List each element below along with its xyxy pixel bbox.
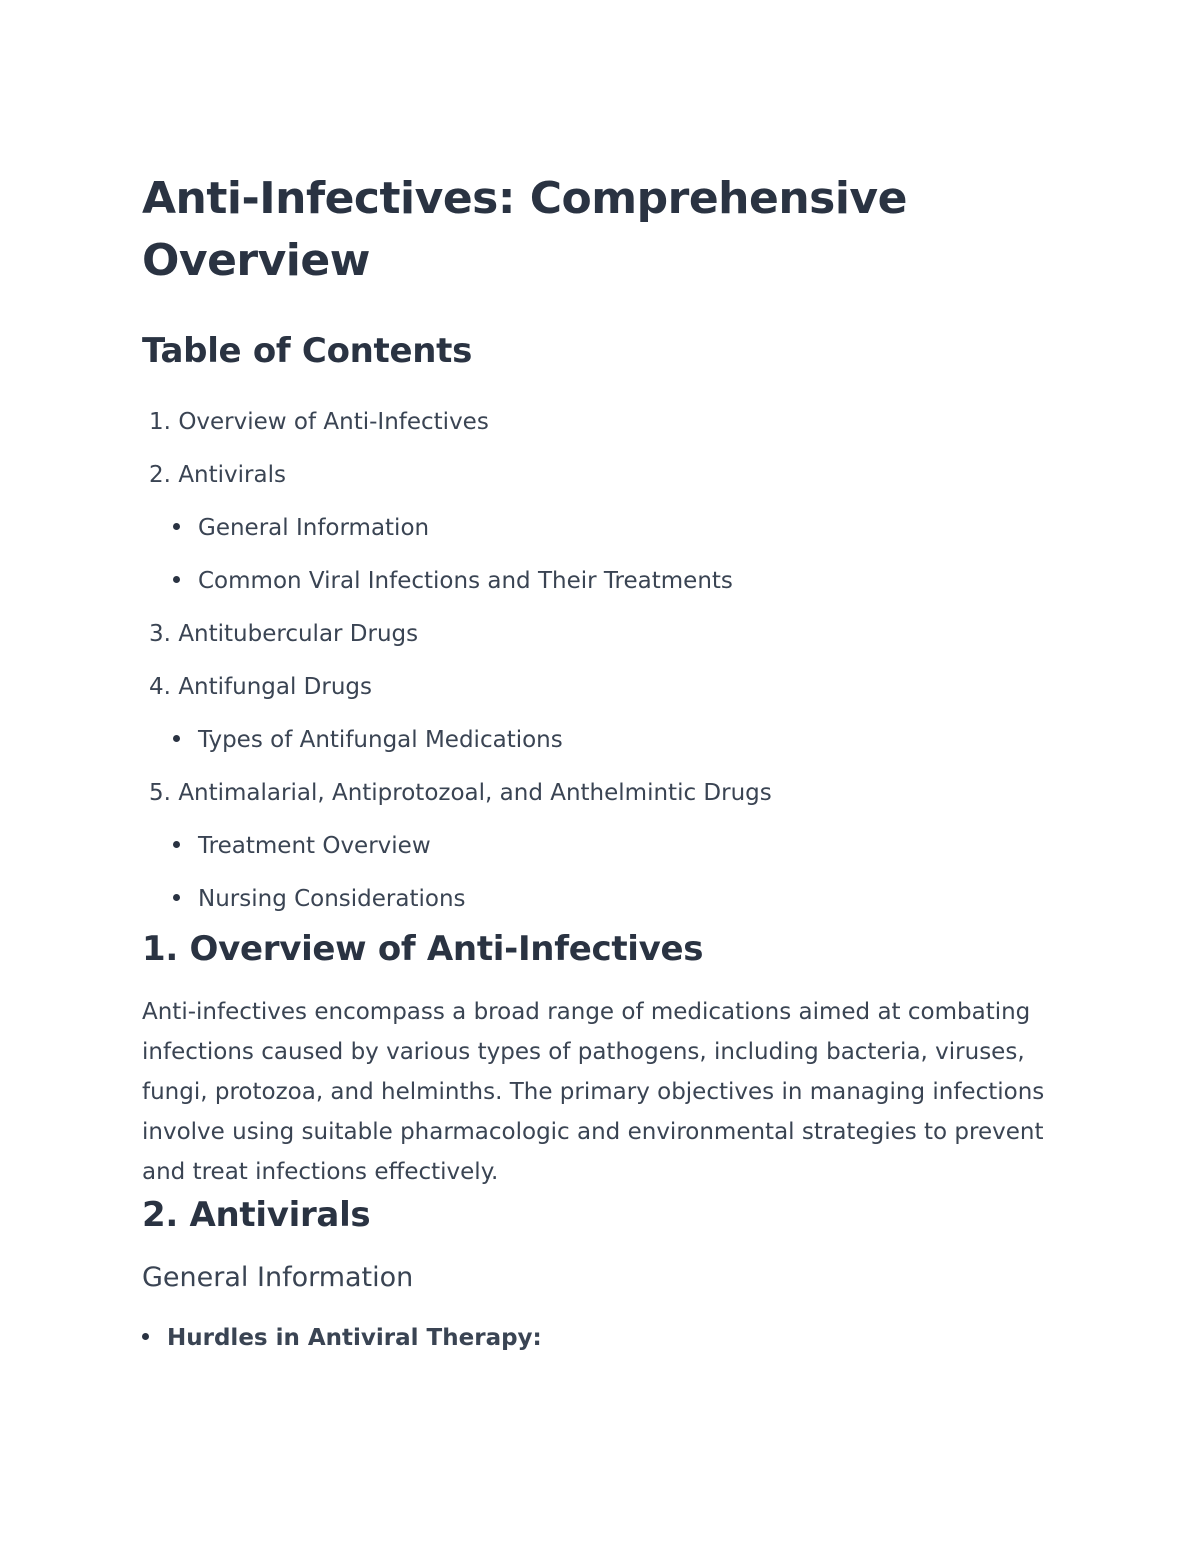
toc-item-5[interactable]: [142, 767, 1062, 820]
toc-item-3[interactable]: [142, 608, 1062, 661]
bullet-icon: [173, 894, 180, 901]
toc-label: Antivirals: [178, 462, 286, 488]
overview-paragraph: Anti-infectives encompass a broad range of medications aimed at combating infections caused by various types of pathogens, including bacteria, viruses, fungi, protozoa, and helminths. The primary objectives in managing infections involve using suitable pharmacologic and environmental strategies to prevent and treat infections effectively.: [142, 999, 1045, 1185]
section-heading-overview: 1. Overview of Anti-Infectives: [142, 929, 704, 969]
toc-item-2[interactable]: [142, 449, 1062, 502]
toc-subitem-general-information[interactable]: [142, 502, 1062, 555]
toc-item-1[interactable]: [142, 396, 1062, 449]
toc-label: Antifungal Drugs: [178, 674, 373, 700]
toc-sub-label: General Information: [198, 515, 430, 541]
bullet-icon: [173, 735, 180, 742]
table-of-contents: [142, 396, 1062, 926]
toc-subitem-common-viral-infections[interactable]: [142, 555, 1062, 608]
toc-number: 2.: [149, 462, 171, 488]
bullet-label: Hurdles in Antiviral Therapy:: [167, 1325, 542, 1351]
toc-number: 3.: [149, 621, 171, 647]
list-item: [142, 1320, 1062, 1356]
toc-label: Overview of Anti-Infectives: [178, 409, 489, 435]
bullet-icon: [142, 1333, 149, 1340]
toc-sub-label: Treatment Overview: [198, 833, 431, 859]
document-page: [142, 168, 1062, 1356]
bullet-icon: [173, 576, 180, 583]
toc-number: 4.: [149, 674, 171, 700]
toc-item-4[interactable]: [142, 661, 1062, 714]
toc-heading: Table of Contents: [142, 331, 473, 371]
toc-number: 1.: [149, 409, 171, 435]
toc-number: 5.: [149, 780, 171, 806]
toc-sub-label: Nursing Considerations: [198, 886, 466, 912]
subheading-general-information: General Information: [142, 1262, 414, 1293]
toc-label: Antimalarial, Antiprotozoal, and Anthelmintic Drugs: [178, 780, 772, 806]
document-title: Anti-Infectives: Comprehensive Overview: [142, 173, 907, 286]
toc-subitem-treatment-overview[interactable]: [142, 820, 1062, 873]
toc-label: Antitubercular Drugs: [178, 621, 419, 647]
toc-sub-label: Types of Antifungal Medications: [198, 727, 563, 753]
section-heading-antivirals: 2. Antivirals: [142, 1195, 371, 1235]
toc-subitem-types-of-antifungal[interactable]: [142, 714, 1062, 767]
bullet-icon: [173, 841, 180, 848]
toc-subitem-nursing-considerations[interactable]: [142, 873, 1062, 926]
toc-sub-label: Common Viral Infections and Their Treatments: [198, 568, 733, 594]
bullet-icon: [173, 523, 180, 530]
